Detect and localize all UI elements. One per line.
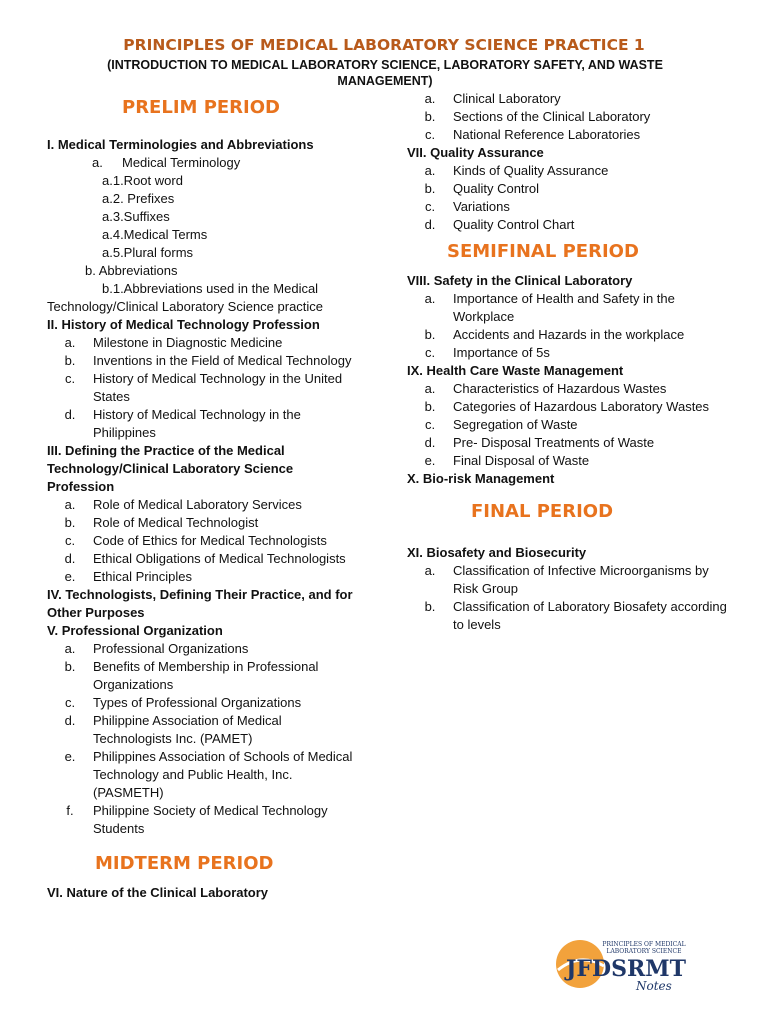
logo-top-text: PRINCIPLES OF MEDICAL: [602, 941, 686, 948]
list-item: [407, 162, 727, 180]
list-item: [47, 694, 362, 712]
list-letter: d.: [424, 435, 436, 450]
list-item: [407, 90, 727, 108]
list-item: [407, 562, 727, 598]
list-text: Characteristics of Hazardous Wastes: [453, 381, 667, 396]
list-text: Classification of Laboratory Biosafety according to levels: [453, 599, 727, 632]
list-item: [407, 108, 727, 126]
list-letter: c.: [64, 533, 76, 548]
list-text: Professional Organizations: [93, 641, 249, 656]
list-letter: d.: [64, 713, 76, 728]
logo-brand-text: JFDSRMT: [566, 956, 687, 982]
list-item: [47, 550, 362, 568]
list-text: Categories of Hazardous Laboratory Wastes: [453, 399, 710, 414]
list-letter: c.: [424, 199, 436, 214]
list-text: Pre- Disposal Treatments of Waste: [453, 435, 655, 450]
list-letter: b.: [64, 515, 76, 530]
list-text: Clinical Laboratory: [453, 91, 561, 106]
list-text: Philippines Association of Schools of Medical Technology and Public Health, Inc. (PASMETH): [93, 749, 353, 800]
list-item: [407, 416, 727, 434]
list-text: Quality Control: [453, 181, 539, 196]
list-item: [407, 198, 727, 216]
list-letter: c.: [424, 417, 436, 432]
list-letter: b.: [424, 109, 436, 124]
section-1b: b. Abbreviations: [85, 263, 178, 278]
list-text: Role of Medical Technologist: [93, 515, 259, 530]
list-text: Final Disposal of Waste: [453, 453, 590, 468]
list-letter: b.: [424, 327, 436, 342]
list-letter: a.: [64, 335, 76, 350]
logo-script-text: Notes: [636, 979, 672, 993]
section-1-heading: I. Medical Terminologies and Abbreviations: [47, 137, 314, 152]
final-heading: FINAL PERIOD: [471, 501, 614, 522]
list-text: Accidents and Hazards in the workplace: [453, 327, 685, 342]
list-item: [47, 514, 362, 532]
section-1a-letter: a.: [92, 155, 103, 170]
list-item: [407, 434, 727, 452]
list-item: [47, 640, 362, 658]
list-text: Kinds of Quality Assurance: [453, 163, 609, 178]
list-letter: a.: [424, 291, 436, 306]
list-item: [407, 344, 727, 362]
section-8-heading: VIII. Safety in the Clinical Laboratory: [407, 273, 633, 288]
list-letter: a.: [424, 381, 436, 396]
list-letter: d.: [424, 217, 436, 232]
section-6-heading: VI. Nature of the Clinical Laboratory: [47, 885, 269, 900]
list-letter: c.: [424, 127, 436, 142]
list-item: [407, 380, 727, 398]
list-letter: c.: [64, 371, 76, 386]
list-item: [47, 748, 362, 802]
list-item: [47, 370, 362, 406]
list-text: Ethical Obligations of Medical Technologists: [93, 551, 346, 566]
section-4-heading: IV. Technologists, Defining Their Practice, and for Other Purposes: [47, 587, 353, 620]
list-letter: d.: [64, 407, 76, 422]
list-text: Ethical Principles: [93, 569, 192, 584]
list-text: Role of Medical Laboratory Services: [93, 497, 302, 512]
section-7-heading: VII. Quality Assurance: [407, 145, 544, 160]
list-item: [407, 180, 727, 198]
list-item: a.4.Medical Terms: [102, 227, 208, 242]
list-text: National Reference Laboratories: [453, 127, 641, 142]
right-column: [407, 90, 727, 634]
semifinal-heading: SEMIFINAL PERIOD: [447, 241, 639, 262]
list-text: Philippine Association of Medical Technologists Inc. (PAMET): [93, 713, 282, 746]
list-letter: a.: [424, 563, 436, 578]
list-letter: a.: [64, 497, 76, 512]
list-letter: c.: [64, 695, 76, 710]
list-text: Code of Ethics for Medical Technologists: [93, 533, 327, 548]
list-letter: b.: [424, 599, 436, 614]
list-letter: e.: [424, 453, 436, 468]
list-text: Quality Control Chart: [453, 217, 575, 232]
list-letter: b.: [424, 399, 436, 414]
list-item: [47, 802, 362, 838]
list-item-continuation: Technology/Clinical Laboratory Science practice: [47, 299, 324, 314]
midterm-heading: MIDTERM PERIOD: [95, 853, 274, 874]
list-item: [47, 568, 362, 586]
list-text: Sections of the Clinical Laboratory: [453, 109, 651, 124]
list-item: [407, 126, 727, 144]
list-text: Classification of Infective Microorganisms by Risk Group: [453, 563, 709, 596]
list-letter: e.: [64, 749, 76, 764]
list-letter: a.: [424, 163, 436, 178]
list-text: History of Medical Technology in the Philippines: [93, 407, 301, 440]
prelim-heading: PRELIM PERIOD: [122, 97, 280, 118]
section-5-heading: V. Professional Organization: [47, 623, 223, 638]
list-item: [47, 712, 362, 748]
list-item: [47, 532, 362, 550]
logo-top-text-2: LABORATORY SCIENCE: [606, 948, 682, 955]
list-item: [407, 398, 727, 416]
list-text: Importance of Health and Safety in the Workplace: [453, 291, 675, 324]
jfdsrmt-notes-logo: [532, 930, 712, 996]
list-item: [407, 452, 727, 470]
list-item: [407, 326, 727, 344]
section-11-heading: XI. Biosafety and Biosecurity: [407, 545, 587, 560]
list-text: Inventions in the Field of Medical Technology: [93, 353, 352, 368]
list-text: Importance of 5s: [453, 345, 550, 360]
list-item: [407, 290, 727, 326]
list-text: Types of Professional Organizations: [93, 695, 302, 710]
list-letter: b.: [64, 353, 76, 368]
list-text: Segregation of Waste: [453, 417, 578, 432]
list-text: Benefits of Membership in Professional Organizations: [93, 659, 319, 692]
list-item: [47, 658, 362, 694]
list-letter: e.: [64, 569, 76, 584]
section-1a: [47, 154, 362, 172]
list-item: [47, 352, 362, 370]
document-title: PRINCIPLES OF MEDICAL LABORATORY SCIENCE PRACTICE 1: [123, 36, 645, 54]
section-10-heading: X. Bio-risk Management: [407, 471, 555, 486]
list-letter: a.: [424, 91, 436, 106]
section-2-heading: II. History of Medical Technology Profession: [47, 317, 320, 332]
document-subtitle: (INTRODUCTION TO MEDICAL LABORATORY SCIENCE, LABORATORY SAFETY, AND WASTE MANAGEMENT): [107, 58, 663, 88]
section-1a-label: Medical Terminology: [122, 155, 241, 170]
list-text: Milestone in Diagnostic Medicine: [93, 335, 283, 350]
list-letter: d.: [64, 551, 76, 566]
list-letter: b.: [64, 659, 76, 674]
list-item: a.5.Plural forms: [102, 245, 194, 260]
list-item: a.3.Suffixes: [102, 209, 170, 224]
list-item: [47, 496, 362, 514]
list-text: Variations: [453, 199, 510, 214]
section-9-heading: IX. Health Care Waste Management: [407, 363, 624, 378]
list-item: [47, 334, 362, 352]
list-letter: b.: [424, 181, 436, 196]
list-item: b.1.Abbreviations used in the Medical: [102, 281, 319, 296]
list-letter: a.: [64, 641, 76, 656]
list-item: [47, 406, 362, 442]
list-item: a.2. Prefixes: [102, 191, 175, 206]
left-column: [47, 96, 362, 902]
section-3-heading: III. Defining the Practice of the Medical Technology/Clinical Laboratory Science Profession: [47, 443, 294, 494]
list-item: [407, 216, 727, 234]
list-text: Philippine Society of Medical Technology Students: [93, 803, 328, 836]
list-item: [407, 598, 727, 634]
list-text: History of Medical Technology in the United States: [93, 371, 343, 404]
list-item: a.1.Root word: [102, 173, 183, 188]
list-letter: c.: [424, 345, 436, 360]
list-letter: f.: [66, 803, 74, 818]
